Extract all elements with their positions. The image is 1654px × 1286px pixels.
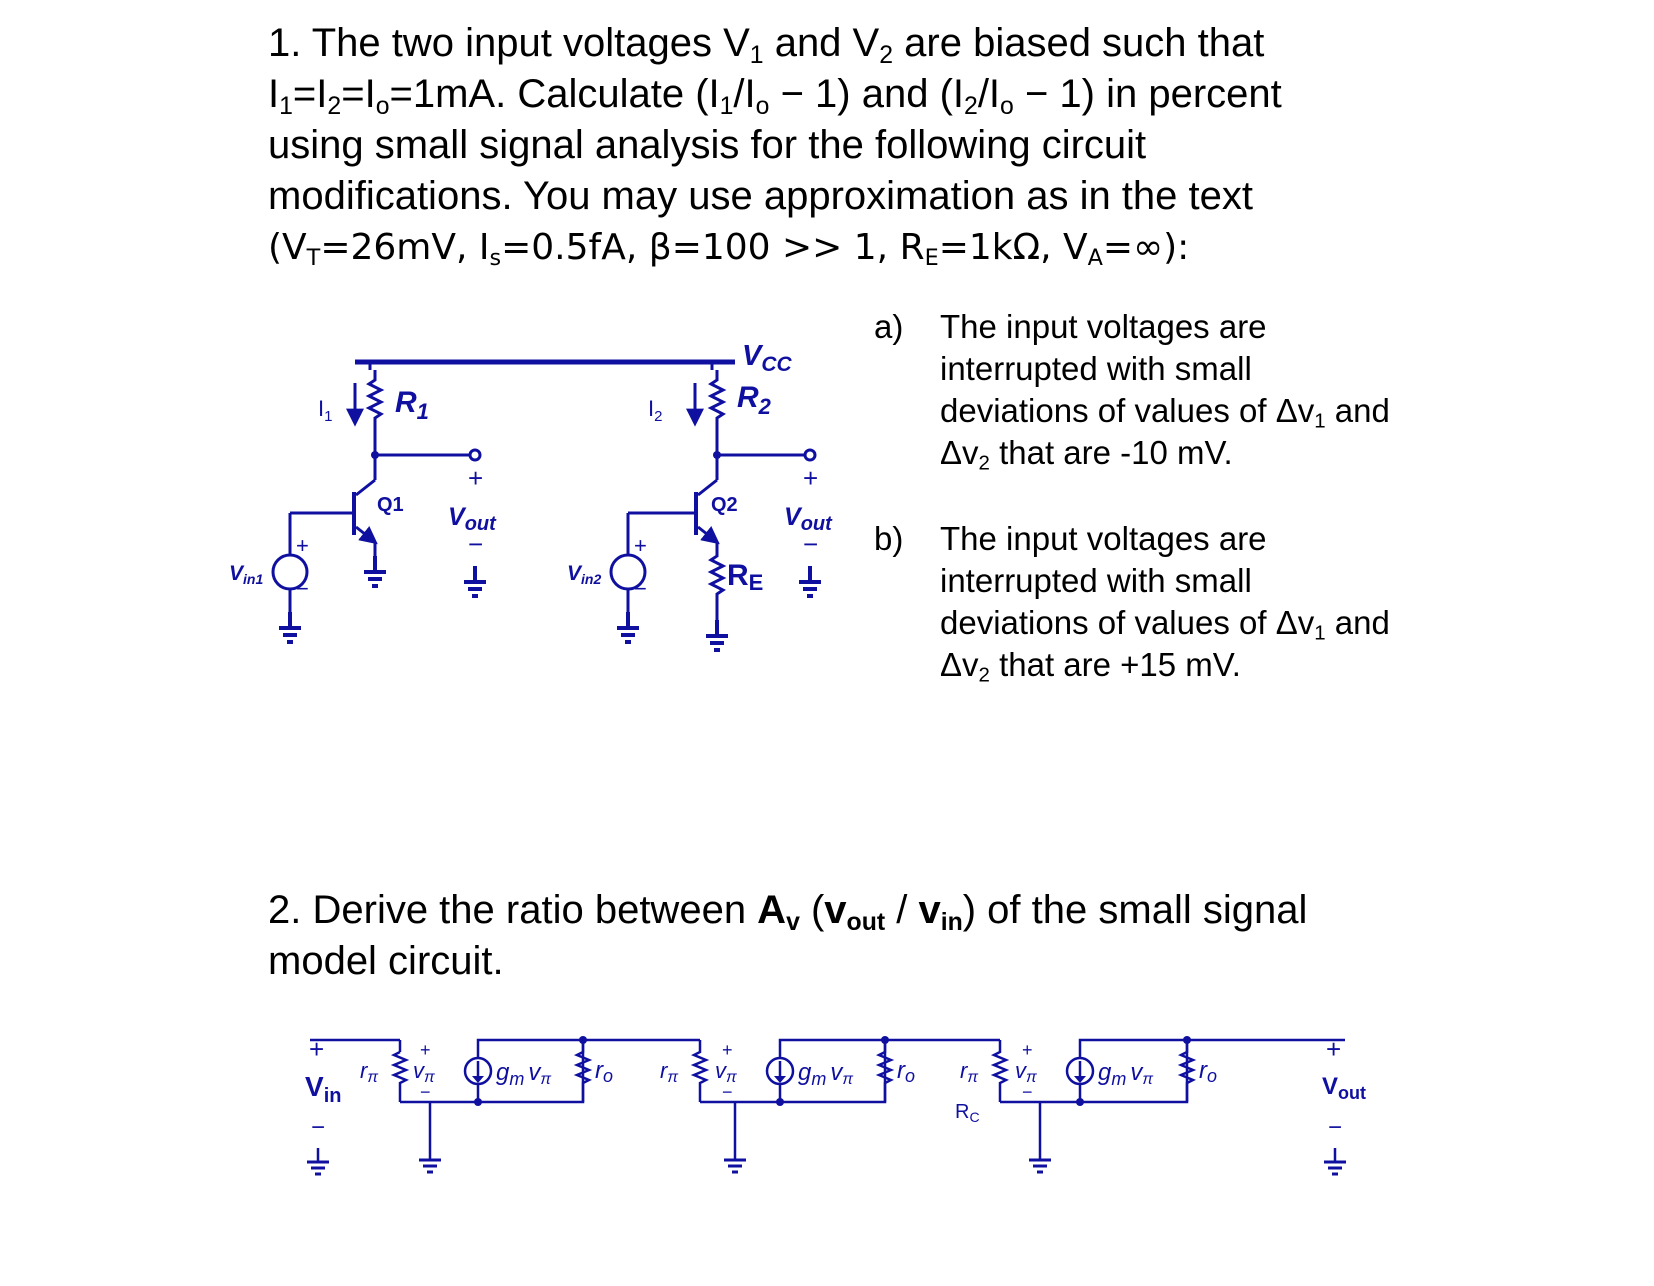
vout-label: $V_{out}$ (1322, 1073, 1366, 1103)
vout-plus: + (1326, 1034, 1342, 1064)
vpi-3-label: vπ (1015, 1058, 1037, 1086)
vin-plus: + (309, 1034, 325, 1064)
problem-2-line-2: model circuit. (268, 939, 504, 983)
vpi-3-plus: + (1022, 1040, 1033, 1060)
ro-2-label: ro (897, 1057, 916, 1086)
vout2-terminal (805, 450, 815, 460)
vpi-1-label: vπ (413, 1058, 435, 1086)
q2-label: Q2 (711, 494, 738, 516)
rpi-2 (694, 1040, 706, 1102)
part-a-label: a) (874, 308, 904, 345)
vpi-3-minus: − (1022, 1082, 1033, 1102)
vin-label: $V_{in}$ (305, 1071, 342, 1107)
vin2-minus: − (634, 576, 647, 601)
vout2-label: $V_{out}$ (784, 503, 832, 535)
re-resistor (711, 542, 723, 620)
part-b-text: The input voltages are interrupted with small deviations of values of $\Delta v_1$ and $\Delta v_2$ that are +15 mV. (940, 520, 1390, 687)
vpi-1-plus: + (420, 1040, 431, 1060)
rpi-2-label: rπ (660, 1058, 679, 1086)
gm-2-label: $g_m$ vπ (798, 1059, 854, 1089)
i2-label: $I_2$ (648, 396, 663, 425)
vout1-plus: + (468, 463, 484, 493)
vpi-2-minus: − (722, 1082, 733, 1102)
rc-label: $R_C$ (955, 1101, 980, 1125)
i1-label: $I_1$ (318, 396, 333, 425)
vout1-label: $V_{out}$ (448, 503, 496, 535)
vout2-minus: − (803, 529, 819, 559)
r2-resistor (711, 370, 723, 455)
vout1-minus: − (468, 529, 484, 559)
r2-label: $R_2$ (737, 381, 771, 419)
vin2-plus: + (634, 533, 647, 558)
vin1-plus: + (296, 533, 309, 558)
problem-1-line-3: using small signal analysis for the following circuit (268, 123, 1147, 167)
gm-1-label: $g_m$ vπ (496, 1059, 552, 1089)
re-label: RE (727, 559, 764, 595)
vin2-label: Vin2 (567, 562, 602, 587)
circuit-2-labels (305, 1034, 1366, 1141)
part-a-text: The input voltages are interrupted with small deviations of values of $\Delta v_1$ and $\Delta v_2$ that are -10 mV. (940, 308, 1390, 475)
vin-minus: − (311, 1114, 326, 1141)
circuit-2 (307, 1036, 1346, 1174)
ro-3-label: ro (1199, 1057, 1218, 1086)
q1-label: Q1 (377, 494, 404, 516)
rpi-1-label: rπ (360, 1058, 379, 1086)
problem-1-line-4: modifications. You may use approximation as in the text (268, 174, 1253, 218)
part-b-label: b) (874, 520, 904, 557)
vcc-label: $V_{CC}$ (742, 340, 792, 376)
rpi-1 (394, 1052, 406, 1102)
problem-2-line-1: 2. Derive the ratio between $A_v$ $(v_{out} / v_{in})$ of the small signal (268, 888, 1308, 936)
circuit-1-labels (229, 340, 833, 601)
vout-minus: − (1328, 1114, 1343, 1141)
vout1-terminal (470, 450, 480, 460)
problem-1-line-1: 1. The two input voltages $V_1$ and $V_2$ are biased such that (268, 21, 1265, 69)
r1-label: $R_1$ (395, 386, 429, 424)
problem-1-line-2: $I_1=I_2=I_o=1mA$. Calculate $(I_1/I_o - 1)$ and $(I_2/I_o - 1)$ in percent (268, 72, 1282, 120)
vpi-1-minus: − (420, 1082, 431, 1102)
rpi-3 (994, 1040, 1006, 1102)
problem-1-line-5: ($V_T=26mV$, $I_s=0.5fA$, β=100 >> 1, $R_E=1k\Omega$, $V_A=\infty$): (268, 227, 1190, 272)
ro-1-label: ro (595, 1057, 614, 1086)
r1-resistor (369, 370, 381, 455)
vin1-minus: − (296, 576, 309, 601)
vin1-label: Vin1 (229, 562, 264, 587)
gm-3-label: $g_m$ vπ (1098, 1059, 1154, 1089)
vout2-plus: + (803, 463, 819, 493)
vpi-2-plus: + (722, 1040, 733, 1060)
rpi-3-label: rπ (960, 1058, 979, 1086)
vpi-2-label: vπ (715, 1058, 737, 1086)
